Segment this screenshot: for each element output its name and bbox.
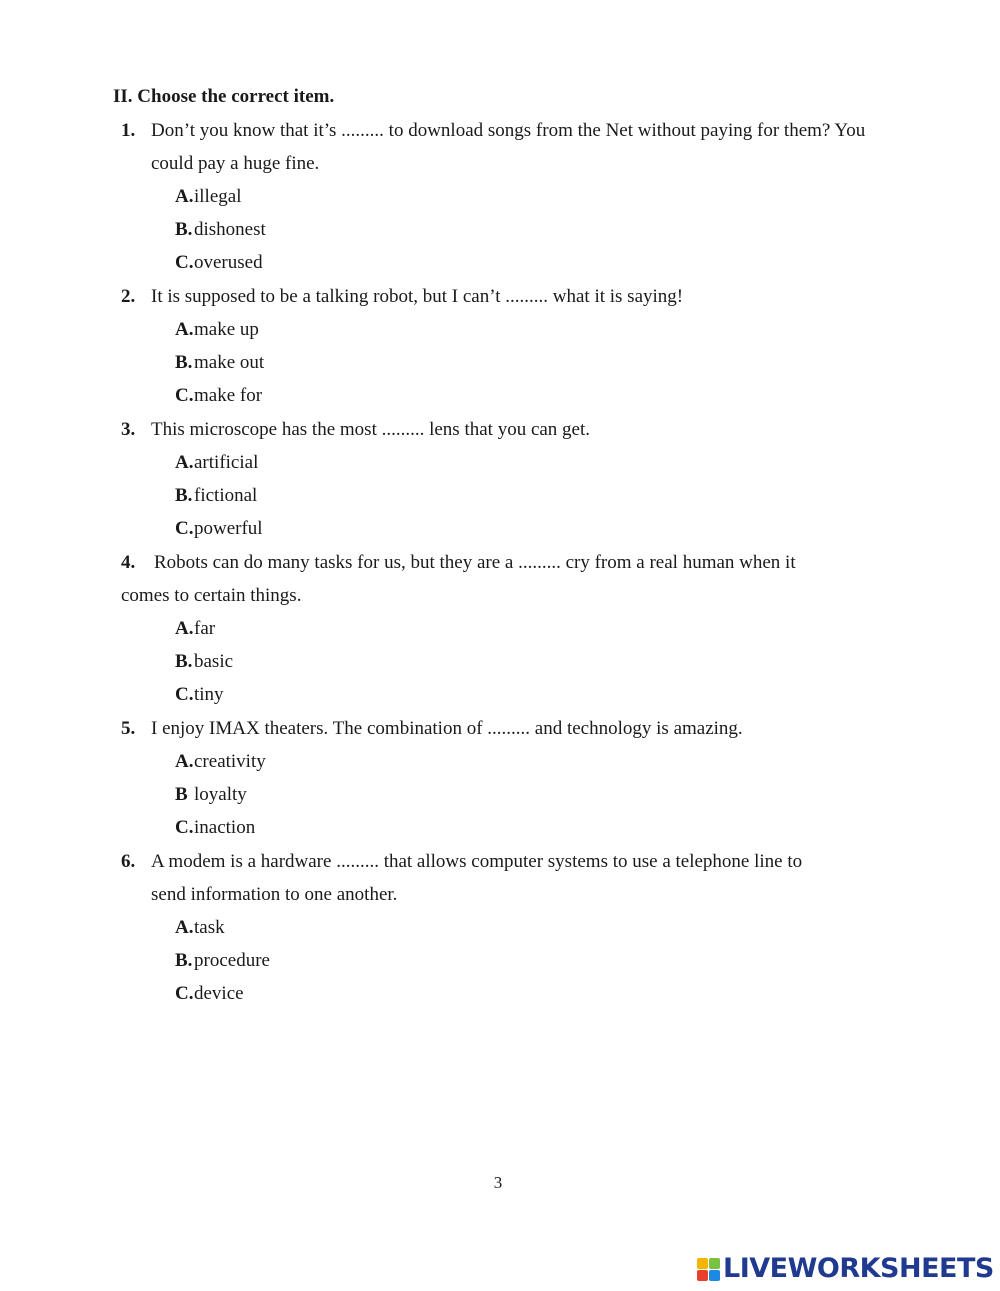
question-3-option-c[interactable] <box>175 517 263 541</box>
option-letter: C. <box>175 684 194 705</box>
option-text: make out <box>194 352 265 373</box>
logo-square-blue <box>709 1270 720 1281</box>
question-4-option-b[interactable] <box>175 650 233 674</box>
question-5-text-line-1: I enjoy IMAX theaters. The combination of ......... and technology is amazing. <box>151 718 743 739</box>
question-3-text-line-1: This microscope has the most ......... lens that you can get. <box>151 419 591 440</box>
option-letter: B <box>175 784 188 805</box>
option-letter: B. <box>175 485 193 506</box>
option-text: tiny <box>194 684 224 705</box>
option-text: artificial <box>194 452 259 473</box>
option-letter: A. <box>175 452 194 473</box>
option-text: dishonest <box>194 219 266 240</box>
page-number: 3 <box>493 1173 503 1192</box>
question-4-text-line-1: Robots can do many tasks for us, but they are a ......... cry from a real human when it <box>154 552 796 573</box>
option-letter: A. <box>175 751 194 772</box>
question-4-option-a[interactable] <box>175 617 215 641</box>
option-text: device <box>194 983 244 1004</box>
question-6-option-c[interactable] <box>175 982 244 1006</box>
liveworksheets-brand <box>697 1254 994 1284</box>
question-5-option-c[interactable] <box>175 816 255 840</box>
option-letter: B. <box>175 352 193 373</box>
option-letter: A. <box>175 319 194 340</box>
option-text: make up <box>194 319 259 340</box>
question-1-option-a[interactable] <box>175 185 241 209</box>
question-4-option-c[interactable] <box>175 683 224 707</box>
option-text: creativity <box>194 751 266 772</box>
option-text: task <box>194 917 225 938</box>
question-3-number: 3. <box>121 419 136 440</box>
option-letter: C. <box>175 252 194 273</box>
question-2-text-line-1: It is supposed to be a talking robot, but I can’t ......... what it is saying! <box>151 286 684 307</box>
brand-text: LIVEWORKSHEETS <box>723 1253 994 1284</box>
question-1-number: 1. <box>121 120 136 141</box>
logo-square-red <box>697 1270 708 1281</box>
logo-square-green <box>709 1258 720 1269</box>
option-text: overused <box>194 252 263 273</box>
option-text: loyalty <box>194 784 247 805</box>
option-text: powerful <box>194 518 263 539</box>
option-letter: B. <box>175 219 193 240</box>
liveworksheets-logo-icon <box>697 1258 720 1281</box>
question-3-option-b[interactable] <box>175 484 257 508</box>
question-5-option-b[interactable] <box>175 783 247 807</box>
option-text: fictional <box>194 485 258 506</box>
option-letter: C. <box>175 518 194 539</box>
question-1-option-c[interactable] <box>175 251 263 275</box>
option-letter: B. <box>175 950 193 971</box>
question-1-text-line-2: could pay a huge fine. <box>151 153 320 174</box>
section-title: II. Choose the correct item. <box>113 86 335 107</box>
question-2-option-b[interactable] <box>175 351 264 375</box>
question-6-number: 6. <box>121 851 136 872</box>
option-letter: B. <box>175 651 193 672</box>
logo-square-yellow <box>697 1258 708 1269</box>
option-letter: C. <box>175 817 194 838</box>
question-6-option-b[interactable] <box>175 949 270 973</box>
question-2-number: 2. <box>121 286 136 307</box>
option-text: far <box>194 618 216 639</box>
option-letter: A. <box>175 618 194 639</box>
question-1-option-b[interactable] <box>175 218 266 242</box>
option-text: inaction <box>194 817 256 838</box>
option-text: make for <box>194 385 263 406</box>
question-5-number: 5. <box>121 718 136 739</box>
question-1-text-line-1: Don’t you know that it’s ......... to download songs from the Net without paying for them? You <box>151 120 866 141</box>
question-4-number: 4. <box>121 552 136 573</box>
option-letter: C. <box>175 385 194 406</box>
option-letter: C. <box>175 983 194 1004</box>
option-text: basic <box>194 651 234 672</box>
option-text: procedure <box>194 950 270 971</box>
question-2-option-c[interactable] <box>175 384 262 408</box>
question-4-text-line-2: comes to certain things. <box>121 585 302 606</box>
question-6-option-a[interactable] <box>175 916 225 940</box>
question-6-text-line-2: send information to one another. <box>151 884 398 905</box>
question-5-option-a[interactable] <box>175 750 266 774</box>
option-letter: A. <box>175 917 194 938</box>
question-6-text-line-1: A modem is a hardware ......... that allows computer systems to use a telephone line to <box>151 851 803 872</box>
question-3-option-a[interactable] <box>175 451 258 475</box>
option-text: illegal <box>194 186 242 207</box>
option-letter: A. <box>175 186 194 207</box>
question-2-option-a[interactable] <box>175 318 259 342</box>
